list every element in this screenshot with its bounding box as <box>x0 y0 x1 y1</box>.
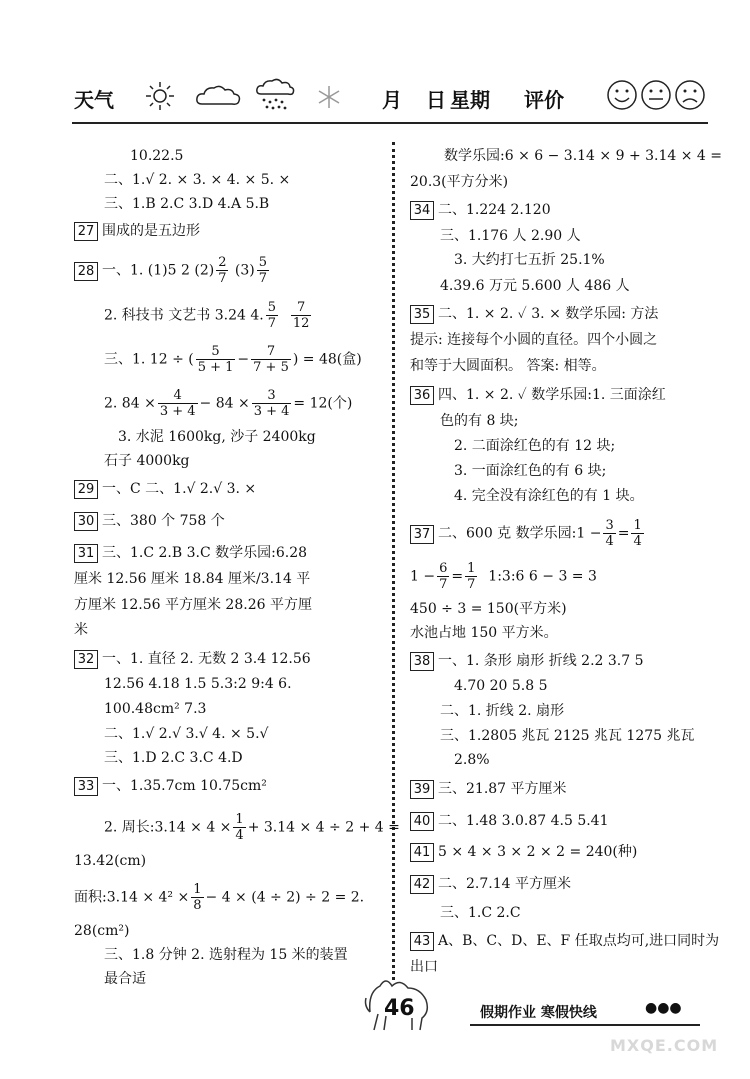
answer-34 <box>410 201 551 220</box>
answer-text: 一、1.35.7cm 10.75cm² <box>102 778 267 794</box>
page-number: 46 <box>384 996 415 1021</box>
page-number-badge: 27 <box>74 222 98 241</box>
answer-line <box>104 300 313 331</box>
answer-line <box>104 344 362 375</box>
footer-rule <box>470 1024 700 1026</box>
column-divider <box>392 142 395 980</box>
answer-line: 提示: 连接每个小圆的直径。四个小圆之 <box>410 332 658 348</box>
answer-line: 28(cm²) <box>74 923 130 939</box>
operator: = <box>451 568 464 585</box>
answer-text: 2. 周长:3.14 × 4 × <box>104 819 232 836</box>
answer-line: 4.70 20 5.8 5 <box>454 678 548 694</box>
answer-text: 1:3:6 6 − 3 = 3 <box>488 568 597 585</box>
answer-line: 方厘米 12.56 平方厘米 28.26 平方厘 <box>74 597 312 613</box>
month-label: 月 <box>382 88 402 112</box>
answer-line: 4. 完全没有涂红色的有 1 块。 <box>454 488 644 504</box>
page-number-badge: 29 <box>74 480 98 499</box>
fraction: $\frac{7}{12}$ <box>292 300 310 331</box>
fraction: $\frac{2}{7}$ <box>218 255 227 286</box>
answer-line: 12.56 4.18 1.5 5.3:2 9:4 6. <box>104 676 292 692</box>
answer-text: 围成的是五边形 <box>102 223 200 239</box>
answer-line: 水池占地 150 平方米。 <box>410 625 558 641</box>
answer-line: 2.8% <box>454 752 490 768</box>
answer-text: = 12(个) <box>293 395 353 412</box>
answer-line: 100.48cm² 7.3 <box>104 701 207 717</box>
answer-39 <box>410 780 567 799</box>
watermark: MXQE.COM <box>610 1036 719 1055</box>
cloud-icon <box>194 82 242 110</box>
answer-31 <box>74 544 307 563</box>
answer-text: 二、1.224 2.120 <box>438 202 551 218</box>
header <box>74 70 714 124</box>
answer-text: + 3.14 × 4 ÷ 2 + 4 = <box>247 819 400 836</box>
answer-text: 一、1. 条形 扇形 折线 2.2 3.7 5 <box>438 653 644 669</box>
footer <box>0 990 750 1079</box>
answer-line: 450 ÷ 3 = 150(平方米) <box>410 601 567 617</box>
answer-41 <box>410 843 637 862</box>
answer-36 <box>410 386 666 405</box>
answer-text: − 4 × (4 ÷ 2) ÷ 2 = 2. <box>205 889 365 906</box>
answer-text: 5 × 4 × 3 × 2 × 2 = 240(种) <box>438 844 638 860</box>
fraction: $\frac{3}{3 + 4}$ <box>253 388 290 419</box>
page-number-badge: 28 <box>74 262 98 281</box>
rating-label: 评价 <box>524 88 564 112</box>
answer-27 <box>74 222 200 241</box>
answer-line: 13.42(cm) <box>74 853 147 869</box>
answer-text: 三、380 个 758 个 <box>102 513 225 529</box>
answer-line: 二、1.√ 2.√ 3.√ 4. × 5.√ <box>104 726 269 742</box>
answer-text: ) = 48(盒) <box>292 351 362 368</box>
weekday-label: 星期 <box>450 88 490 112</box>
answer-text: 二、2.7.14 平方厘米 <box>438 876 571 892</box>
answer-text: 1 − <box>410 568 436 585</box>
answer-line <box>104 812 400 843</box>
page-number-badge: 34 <box>410 201 434 220</box>
page-number-badge: 32 <box>74 650 98 669</box>
answer-33 <box>74 777 267 796</box>
page-number-badge: 38 <box>410 652 434 671</box>
answer-line: 三、1.C 2.C <box>440 905 521 921</box>
answer-line: 三、1.8 分钟 2. 选射程为 15 米的装置 <box>104 947 348 963</box>
answer-28 <box>74 255 271 286</box>
answer-text: 三、1. 12 ÷ ( <box>104 351 194 368</box>
footer-label: 假期作业 寒假快线 <box>480 1005 597 1021</box>
page-number-badge: 30 <box>74 512 98 531</box>
answer-38 <box>410 652 644 671</box>
answer-line: 3. 一面涂红色的有 6 块; <box>454 463 607 479</box>
operator: − <box>237 351 250 368</box>
header-rule <box>72 122 708 124</box>
answer-text: 一、1. (1)5 2 (2) <box>102 262 215 279</box>
answer-line: 二、1.√ 2. × 3. × 4. × 5. × <box>104 172 291 188</box>
fraction: $\frac{1}{8}$ <box>193 882 202 913</box>
answer-line: 石子 4000kg <box>104 453 190 469</box>
page-number-badge: 31 <box>74 544 98 563</box>
answer-40 <box>410 812 609 831</box>
answer-text: 二、600 克 数学乐园:1 − <box>438 525 602 542</box>
answer-43 <box>410 932 719 951</box>
answer-text: 四、1. × 2. ✓ 数学乐园:1. 三面涂红 <box>438 387 666 403</box>
snowflake-icon <box>316 84 342 110</box>
day-label: 日 <box>426 88 446 112</box>
answer-29 <box>74 480 256 499</box>
fraction: $\frac{4}{3 + 4}$ <box>159 388 196 419</box>
answer-line <box>74 882 364 913</box>
answer-line: 10.22.5 <box>130 148 184 164</box>
page-number-badge: 35 <box>410 305 434 324</box>
answer-line: 二、1. 折线 2. 扇形 <box>440 703 565 719</box>
footer-dots: ●●● <box>645 1000 682 1016</box>
answer-text: − 84 × <box>199 395 250 412</box>
answer-line: 最合适 <box>104 971 146 987</box>
page-number-badge: 33 <box>74 777 98 796</box>
page-number-badge: 43 <box>410 932 434 951</box>
fraction: $\frac{1}{4}$ <box>235 812 244 843</box>
weather-label: 天气 <box>74 88 114 112</box>
answer-line: 3. 大约打七五折 25.1% <box>454 252 605 268</box>
fraction: $\frac{1}{4}$ <box>633 518 642 549</box>
answer-line: 20.3(平方分米) <box>410 174 509 190</box>
answer-text: 三、21.87 平方厘米 <box>438 781 567 797</box>
answer-text: 二、1.48 3.0.87 4.5 5.41 <box>438 813 609 829</box>
answer-text: 三、1.C 2.B 3.C 数学乐园:6.28 <box>102 545 308 561</box>
operator: = <box>617 525 630 542</box>
page-number-badge: 37 <box>410 525 434 544</box>
answer-line: 4.39.6 万元 5.600 人 486 人 <box>440 278 630 294</box>
answer-32 <box>74 650 311 669</box>
answer-line: 3. 水泥 1600kg, 沙子 2400kg <box>118 429 316 445</box>
answer-35 <box>410 305 658 324</box>
answer-line: 和等于大圆面积。 答案: 相等。 <box>410 358 606 374</box>
answer-line: 色的有 8 块; <box>440 413 519 429</box>
page-number-badge: 39 <box>410 780 434 799</box>
answer-line: 三、1.B 2.C 3.D 4.A 5.B <box>104 196 270 212</box>
answer-text: 2. 84 × <box>104 395 156 412</box>
rating-faces-icon <box>606 78 706 112</box>
fraction: $\frac{7}{7 + 5}$ <box>253 344 289 375</box>
answer-text: 一、1. 直径 2. 无数 2 3.4 12.56 <box>102 651 311 667</box>
answer-line <box>410 561 597 592</box>
answer-line: 米 <box>74 622 88 638</box>
answer-line: 厘米 12.56 厘米 18.84 厘米/3.14 平 <box>74 571 311 587</box>
fraction: $\frac{5}{5 + 1}$ <box>197 344 234 375</box>
page-number-badge: 42 <box>410 875 434 894</box>
answer-text: 面积:3.14 × 4² × <box>74 889 190 906</box>
answer-line: 2. 二面涂红色的有 12 块; <box>454 438 616 454</box>
answer-37 <box>410 518 646 549</box>
answer-text: 一、C 二、1.√ 2.√ 3. × <box>102 481 257 497</box>
sun-icon <box>144 80 176 112</box>
answer-line: 出口 <box>410 959 438 975</box>
answer-30 <box>74 512 225 531</box>
fraction: $\frac{3}{4}$ <box>605 518 614 549</box>
answer-line <box>104 388 352 419</box>
answer-text: 2. 科技书 文艺书 3.24 4. <box>104 307 264 324</box>
answer-line: 三、1.2805 兆瓦 2125 兆瓦 1275 兆瓦 <box>440 728 695 744</box>
answer-text: 二、1. × 2. ✓ 3. × 数学乐园: 方法 <box>438 306 659 322</box>
answer-42 <box>410 875 571 894</box>
page-number-badge: 41 <box>410 843 434 862</box>
fraction: $\frac{5}{7}$ <box>267 300 276 331</box>
fraction: $\frac{6}{7}$ <box>439 561 448 592</box>
page-number-badge: 36 <box>410 386 434 405</box>
page-number-badge: 40 <box>410 812 434 831</box>
answer-line: 三、1.D 2.C 3.C 4.D <box>104 750 243 766</box>
answer-line: 三、1.176 人 2.90 人 <box>440 228 581 244</box>
fraction: $\frac{5}{7}$ <box>258 255 268 286</box>
answer-line: 数学乐园:6 × 6 − 3.14 × 9 + 3.14 × 4 = <box>444 148 723 164</box>
answer-text: A、B、C、D、E、F 任取点均可,进口同时为 <box>438 933 720 949</box>
rain-cloud-icon <box>254 76 296 112</box>
fraction: $\frac{1}{7}$ <box>467 561 476 592</box>
answer-text: (3) <box>234 262 255 279</box>
